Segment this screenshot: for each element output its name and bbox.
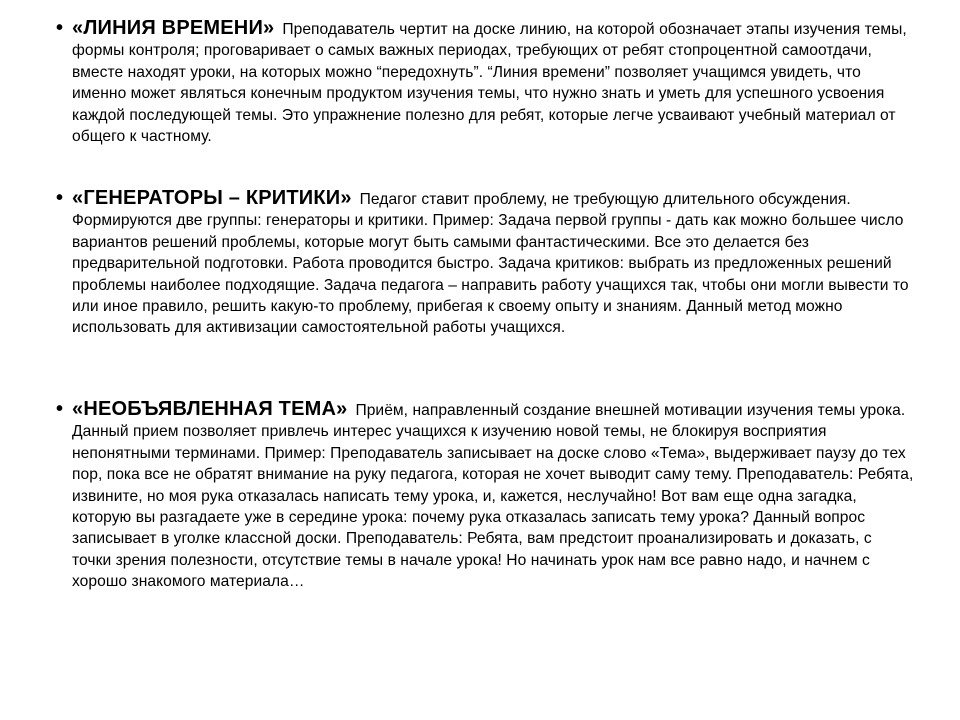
item-heading: «НЕОБЪЯВЛЕННАЯ ТЕМА» bbox=[72, 398, 348, 420]
list-item bbox=[56, 398, 914, 593]
item-text: Приём, направленный создание внешней мотивации изучения темы урока. Данный прием позволяет привлечь интерес учащихся к изучению новой темы, не блокируя восприятия непонятными терминами. Пример: Преподаватель записывает на доске слово «Тема», выдерживает паузу до тех пор, пока все не обратят внимание на руку педагога, которая не хочет выводит саму тему. Преподаватель: Ребята, извините, но моя рука отказалась написать тему урока, и, кажется, неслучайно! Вот вам еще одна загадка, которую вы разгадаете уже в середине урока: почему рука отказалась записать тему урока? Данный вопрос записывает в уголке классной доски. Преподаватель: Ребята, вам предстоит проанализировать и доказать, с точки зрения полезности, отсутствие темы в начале урока! Но начинать урок нам все равно надо, и начнем с хорошо знакомого материала… bbox=[72, 402, 914, 591]
bullet-icon: • bbox=[56, 398, 64, 420]
list-item bbox=[56, 17, 914, 147]
item-heading: «ЛИНИЯ ВРЕМЕНИ» bbox=[72, 17, 275, 39]
item-heading: «ГЕНЕРАТОРЫ – КРИТИКИ» bbox=[72, 187, 352, 209]
bullet-icon: • bbox=[56, 187, 64, 209]
item-text: Преподаватель чертит на доске линию, на которой обозначает этапы изучения темы, формы контроля; проговаривает о самых важных периодах, требующих от ребят стопроцентной самоотдачи, вместе находят уроки, на которых можно “передохнуть”. “Линия времени” позволяет учащимся увидеть, что именно может являться конечным продуктом изучения темы, что нужно знать и уметь для успешного усвоения каждой последующей темы. Это упражнение полезно для ребят, которые легче усваивают учебный материал от общего к частному. bbox=[72, 21, 907, 146]
item-text: Педагог ставит проблему, не требующую длительного обсуждения. Формируются две группы: генераторы и критики. Пример: Задача первой группы - дать как можно большее число вариантов решений проблемы, которые могут быть самыми фантастическими. Все это делается без предварительной подготовки. Работа проводится быстро. Задача критиков: выбрать из предложенных решений проблемы наиболее подходящие. Задача педагога – направить работу учащихся так, чтобы они могли вывести то или иное правило, решить какую-то проблему, прибегая к своему опыту и знаниям. Данный метод можно использовать для активизации самостоятельной работы учащихся. bbox=[72, 191, 909, 337]
bullet-icon: • bbox=[56, 17, 64, 39]
list-item bbox=[56, 187, 914, 339]
